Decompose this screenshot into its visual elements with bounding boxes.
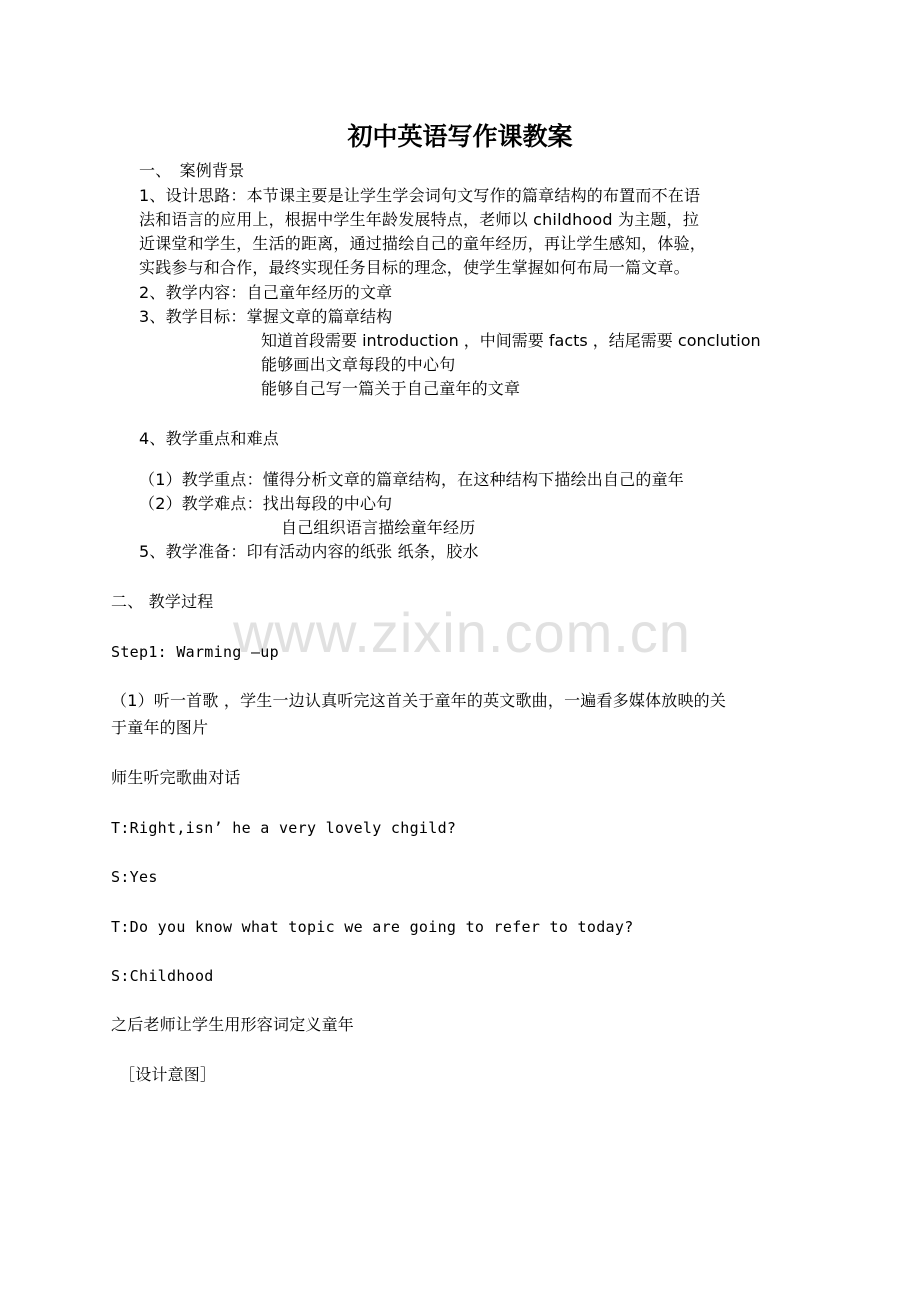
- difficulty: （2）教学难点：找出每段的中心句: [139, 494, 393, 513]
- step1-heading: Step1: Warming –up: [111, 643, 279, 661]
- teaching-content: 2、教学内容：自己童年经历的文章: [139, 283, 393, 302]
- after-dialog: 之后老师让学生用形容词定义童年: [111, 1015, 355, 1034]
- teaching-preparation: 5、教学准备：印有活动内容的纸张 纸条，胶水: [139, 542, 479, 561]
- dialog-line-3: T:Do you know what topic we are going to refer to today?: [111, 918, 634, 936]
- difficulty-2: 自己组织语言描绘童年经历: [281, 518, 476, 537]
- design-idea-line-3: 近课堂和学生，生活的距离，通过描绘自己的童年经历，再让学生感知，体验，: [139, 234, 707, 253]
- section1-heading: 一、 案例背景: [139, 161, 245, 180]
- objective-3: 能够自己写一篇关于自己童年的文章: [261, 379, 521, 398]
- section2-heading: 二、 教学过程: [111, 592, 214, 611]
- design-idea-line-4: 实践参与和合作，最终实现任务目标的理念，使学生掌握如何布局一篇文章。: [139, 258, 690, 277]
- dialog-line-1: T:Right,isn’ he a very lovely chgild?: [111, 819, 457, 837]
- document-title: 初中英语写作课教案: [347, 122, 573, 151]
- key-point: （1）教学重点：懂得分析文章的篇章结构，在这种结构下描绘出自己的童年: [139, 470, 684, 489]
- design-intent: ［设计意图］: [119, 1065, 217, 1084]
- dialog-line-4: S:Childhood: [111, 967, 214, 985]
- dialog-intro: 师生听完歌曲对话: [111, 768, 241, 787]
- objective-1: 知道首段需要 introduction ，中间需要 facts ，结尾需要 conclution: [261, 331, 761, 350]
- watermark: www.zixin.com.cn: [233, 601, 691, 664]
- dialog-line-2: S:Yes: [111, 868, 158, 886]
- teaching-objectives-label: 3、教学目标：掌握文章的篇章结构: [139, 307, 393, 326]
- activity-line-2: 于童年的图片: [111, 718, 209, 737]
- key-points-heading: 4、教学重点和难点: [139, 429, 279, 448]
- activity-line-1: （1）听一首歌 ，学生一边认真听完这首关于童年的英文歌曲，一遍看多媒体放映的关: [111, 691, 727, 710]
- design-idea-line-2: 法和语言的应用上，根据中学生年龄发展特点，老师以 childhood 为主题，拉: [139, 210, 700, 229]
- design-idea-line-1: 1、设计思路：本节课主要是让学生学会词句文写作的篇章结构的布置而不在语: [139, 186, 701, 205]
- objective-2: 能够画出文章每段的中心句: [261, 355, 456, 374]
